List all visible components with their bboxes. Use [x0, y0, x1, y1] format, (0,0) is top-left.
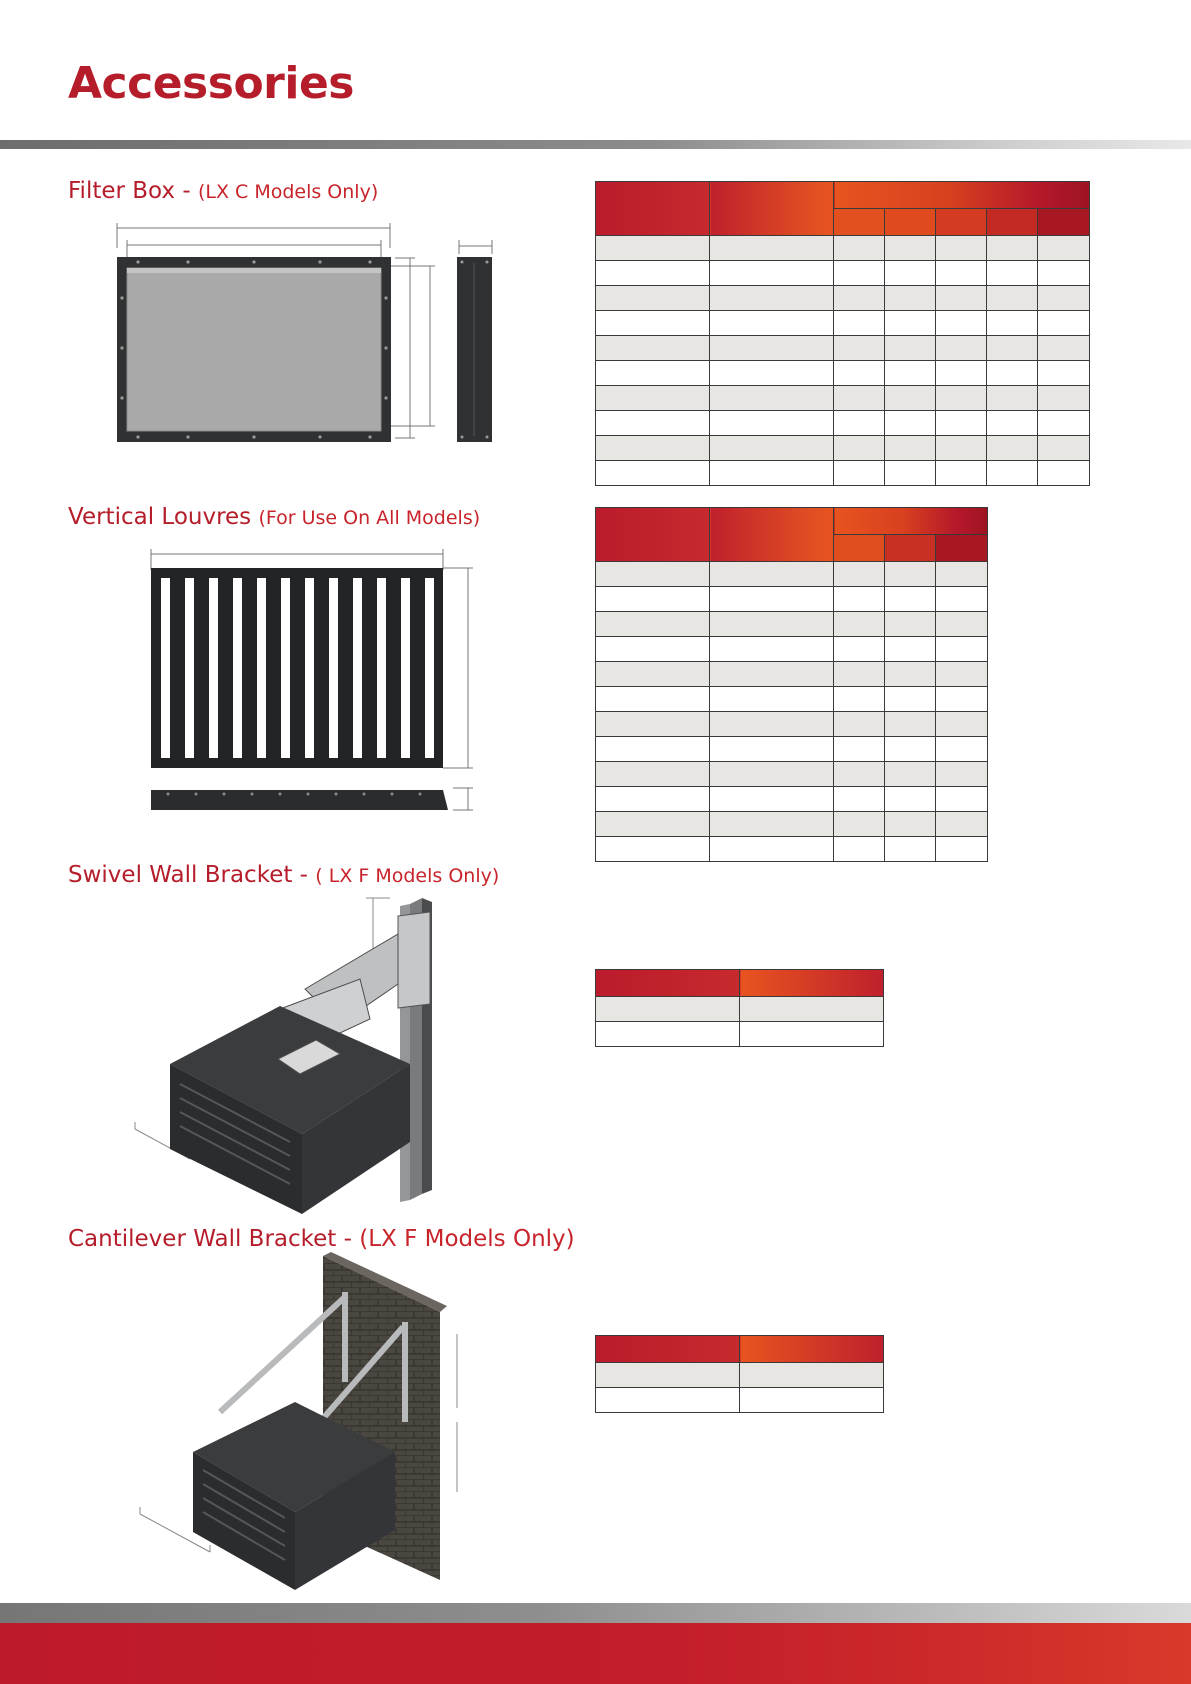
table-header-cell: [596, 970, 740, 997]
table-subheader-cell: [1038, 209, 1090, 236]
table-header-group: [834, 508, 988, 535]
vertical-louvres-table: [595, 507, 988, 862]
table-header-group: [834, 182, 1090, 209]
table-subheader-cell: [834, 535, 885, 562]
table-row: [596, 762, 988, 787]
table-header-cell: [596, 508, 710, 562]
table-row: [596, 311, 1090, 336]
table-row: [596, 562, 988, 587]
table-header-cell: [740, 970, 884, 997]
table-subheader-cell: [987, 209, 1038, 236]
table-row: [596, 612, 988, 637]
table-header-cell: [596, 1336, 740, 1363]
table-header-cell: [596, 182, 710, 236]
swivel-bracket-subtitle: ( LX F Models Only): [315, 865, 500, 887]
cantilever-bracket-table: [595, 1335, 884, 1413]
table-header-cell: [740, 1336, 884, 1363]
vertical-louvres-title: Vertical Louvres: [68, 504, 259, 530]
table-row: [596, 461, 1090, 486]
table-subheader-cell: [885, 209, 936, 236]
cantilever-bracket-heading: [68, 1226, 575, 1252]
vertical-louvres-heading: [68, 504, 480, 530]
table-subheader-cell: [834, 209, 885, 236]
filter-box-title: Filter Box -: [68, 178, 198, 204]
table-subheader-cell: [885, 535, 936, 562]
table-row: [596, 436, 1090, 461]
table-row: [596, 737, 988, 762]
table-row: [596, 1388, 884, 1413]
vertical-louvres-subtitle: (For Use On All Models): [258, 507, 481, 529]
header-rule: [0, 140, 1191, 149]
swivel-bracket-table: [595, 969, 884, 1047]
table-subheader-cell: [936, 209, 987, 236]
table-row: [596, 837, 988, 862]
filter-box-drawing: [110, 218, 502, 450]
cantilever-bracket-drawing: [135, 1252, 475, 1590]
table-row: [596, 662, 988, 687]
table-row: [596, 361, 1090, 386]
filter-box-heading: [68, 178, 378, 204]
table-row: [596, 336, 1090, 361]
table-row: [596, 236, 1090, 261]
filter-box-subtitle: (LX C Models Only): [197, 181, 379, 203]
table-row: [596, 587, 988, 612]
table-row: [596, 1363, 884, 1388]
table-row: [596, 286, 1090, 311]
table-row: [596, 261, 1090, 286]
vertical-louvres-drawing: [148, 548, 478, 814]
footer-band: [0, 1623, 1191, 1684]
footer-rule: [0, 1603, 1191, 1623]
swivel-bracket-drawing: [130, 894, 470, 1214]
table-header-cell: [710, 508, 834, 562]
table-row: [596, 712, 988, 737]
table-row: [596, 812, 988, 837]
table-row: [596, 687, 988, 712]
table-row: [596, 787, 988, 812]
table-row: [596, 386, 1090, 411]
table-row: [596, 1022, 884, 1047]
table-row: [596, 997, 884, 1022]
cantilever-bracket-subtitle: (LX F Models Only): [359, 1226, 575, 1252]
swivel-bracket-heading: [68, 862, 499, 888]
page-title: Accessories: [68, 58, 354, 109]
table-subheader-cell: [936, 535, 988, 562]
table-row: [596, 637, 988, 662]
swivel-bracket-title: Swivel Wall Bracket -: [68, 862, 316, 888]
filter-box-table: [595, 181, 1090, 486]
cantilever-bracket-title: Cantilever Wall Bracket -: [68, 1226, 360, 1252]
table-row: [596, 411, 1090, 436]
table-header-cell: [710, 182, 834, 236]
